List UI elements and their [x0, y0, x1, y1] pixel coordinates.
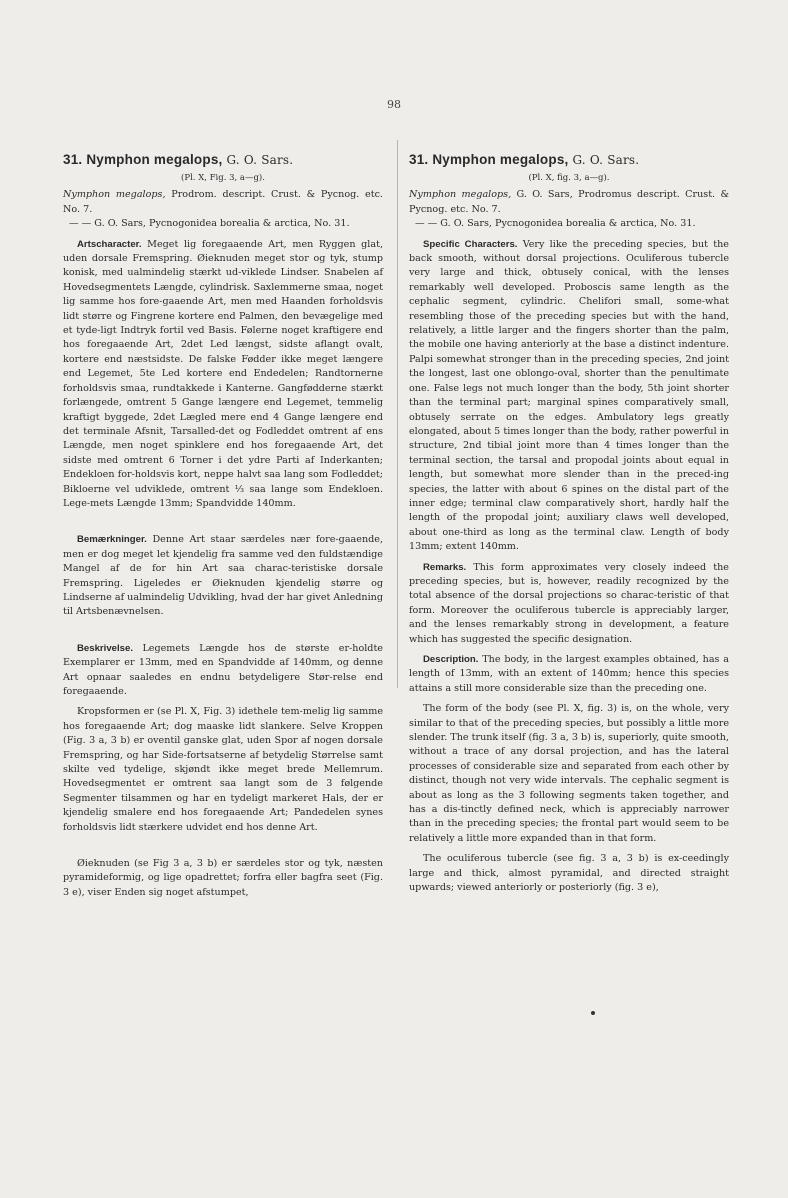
section-title-left: 31. Nymphon megalops, G. O. Sars. [63, 152, 294, 167]
paragraph-kropsformen: Kropsformen er (se Pl. X, Fig. 3) idethele tem-melig lig samme hos foregaaende Art; dog maaske lidt slankere. Selve Kroppen (Fig. 3 a, 3 b) er oventil ganske glat, uden Spor af nogen dorsale Fremspring, og har Side-fortsatserne af betydelig Størrelse samt skilte ved tydelige, skjøndt ikke meget brede Mellemrum. Hovedsegmentet er omtrent saa langt som de 3 følgende Segmenter tilsammen og har en tydeligt markeret Hals, der er kjendelig smalere end hos foregaaende Art; Pandedelen synes forholdsvis lidt stærkere udvidet end hos denne Art. [63, 706, 383, 833]
paragraph-beskrivelse: Beskrivelse. Legemets Længde hos de største er-holdte Exemplarer er 13mm, med en Spandvidde af 140mm, og denne Art opnaar saaledes en endnu betydeligere Stør-relse end foregaaende. [63, 642, 383, 697]
print-speck [591, 1011, 595, 1015]
synonymy-2-right: — — G. O. Sars, Pycnogonidea borealia & arctica, No. 31. [415, 218, 696, 230]
paragraph-body-form: The form of the body (see Pl. X, fig. 3) is, on the whole, very similar to that of the preceding species, but possibly a little more slender. The trunk itself (fig. 3 a, 3 b) is, superiorly, quite smooth, without a trace of any dorsal projection, and has the lateral processes of considerable size and separated from each other by distinct, though not very wide intervals. The cephalic segment is about as long as the 3 following segments taken together, and has a dis-tinctly defined neck, which is appreciably narrower than in the preceding species; the frontal part would seem to be relatively a little more expanded than in that form. [409, 703, 729, 844]
paragraph-oculiferous-tubercle: The oculiferous tubercle (see fig. 3 a, 3 b) is ex-ceedingly large and thick, almost pyramidal, and directed straight upwards; viewed anteriorly or posteriorly (fig. 3 e), [409, 853, 729, 894]
paragraph-description: Description. The body, in the largest examples obtained, has a length of 13mm, with an extent of 140mm; hence this species attains a still more considerable size than the preceding one. [409, 654, 729, 694]
left-column-norwegian [63, 151, 383, 900]
page-number: 98 [387, 98, 401, 111]
synonymy-2-left: — — G. O. Sars, Pycnogonidea borealia & arctica, No. 31. [69, 218, 350, 230]
section-title-right: 31. Nymphon megalops, G. O. Sars. [409, 152, 640, 167]
paragraph-remarks: Remarks. This form approximates very closely indeed the preceding species, but is, however, readily recognized by the total absence of the dorsal projections so charac-teristic of that form. Moreover the oculiferous tubercle is appreciably larger, and the lenses remarkably strong in development, a feature which has suggested the specific designation. [409, 561, 729, 645]
paragraph-artscharacter: Artscharacter. Meget lig foregaaende Art, men Ryggen glat, uden dorsale Fremspring. Øieknuden meget stor og tyk, stump konisk, med ualmindelig stærkt ud-viklede Lindser. Snabelen af Hovedsegmentets Længde, cylindrisk. Saxlemmerne smaa, noget lig samme hos fore-gaaende Art, men med Haanden forholdsvis lidt større og Fingrene kortere end Palmen, den bevægelige med et tyde-ligt Indtryk fortil ved Basis. Følerne noget kraftigere end hos foregaaende Art, 2det Led længst, sidste aflangt ovalt, kortere end næstsidste. De falske Fødder ikke meget længere end Legemet, 5te Led kortere end Endedelen; Randtornerne forholdsvis smaa, rundtakkede i Kanterne. Gangfødderne stærkt forlængede, omtrent 5 Gange længere end Legemet, temmelig kraftigt byggede, 2det Lægled mere end 4 Gange længere end det terminale Afsnit, Tarsalled-det og Fodleddet omtrent af ens Længde, men noget spinklere end hos foregaaende Art, det sidste med omtrent 6 Torner i det ydre Parti af Inderkanten; Endekloen for-holdsvis kort, neppe halvt saa lang som Fodleddet; Bikloerne vel udviklede, omtrent ⅓ saa lange som Endekloen. Lege-mets Længde 13mm; Spandvidde 140mm. [63, 238, 383, 509]
plate-reference-right: (Pl. X, fig. 3, a—g). [528, 173, 610, 183]
right-column-english [409, 151, 729, 896]
synonymy-1-left: Nymphon megalops, Prodrom. descript. Crust. & Pycnog. etc. No. 7. [63, 189, 383, 215]
paragraph-bemaerkninger: Bemærkninger. Denne Art staar særdeles nær fore-gaaende, men er dog meget let kjendelig fra samme ved den fuldstændige Mangel af de for hin Art saa charac-teristiske dorsale Fremspring. Ligeledes er Øieknuden kjendelig større og Lindserne af ualmindelig Udvikling, hvad der har givet Anledning til Artsbenævnelsen. [63, 534, 383, 618]
synonymy-1-right: Nymphon megalops, G. O. Sars, Prodromus descript. Crust. & Pycnog. etc. No. 7. [409, 189, 729, 215]
paragraph-specific-characters: Specific Characters. Very like the preceding species, but the back smooth, without dorsal projections. Oculiferous tubercle very large and thick, obtusely conical, with the lenses remarkably well developed. Proboscis same length as the cephalic segment, cylindric. Chelifori small, some-what resembling those of the preceding species but with the hand, relatively, a little larger and the fingers shorter than the palm, the mobile one having anteriorly at the base a distinct indenture. Palpi somewhat stronger than in the preceding species, 2nd joint the longest, last one oblongo-oval, shorter than the penultimate one. False legs not much longer than the body, 5th joint shorter than the terminal part; marginal spines comparatively small, obtusely serrate on the edges. Ambulatory legs greatly elongated, about 5 times longer than the body, rather powerful in structure, 2nd tibial joint more than 4 times longer than the terminal section, the tarsal and propodal joints about equal in length, but somewhat more slender than in the preced-ing species, the latter with about 6 spines on the distal part of the inner edge; terminal claw comparatively short, hardly half the length of the propodal joint; auxiliary claws well developed, about one-third as long as the terminal claw. Length of body 13mm; extent 140mm. [409, 238, 729, 553]
plate-reference-left: (Pl. X, Fig. 3, a—g). [181, 173, 265, 183]
column-divider [397, 140, 398, 688]
paragraph-oieknuden: Øieknuden (se Fig 3 a, 3 b) er særdeles stor og tyk, næsten pyramideformig, og lige opadrettet; forfra eller bagfra seet (Fig. 3 e), viser Enden sig noget afstumpet, [63, 858, 383, 898]
